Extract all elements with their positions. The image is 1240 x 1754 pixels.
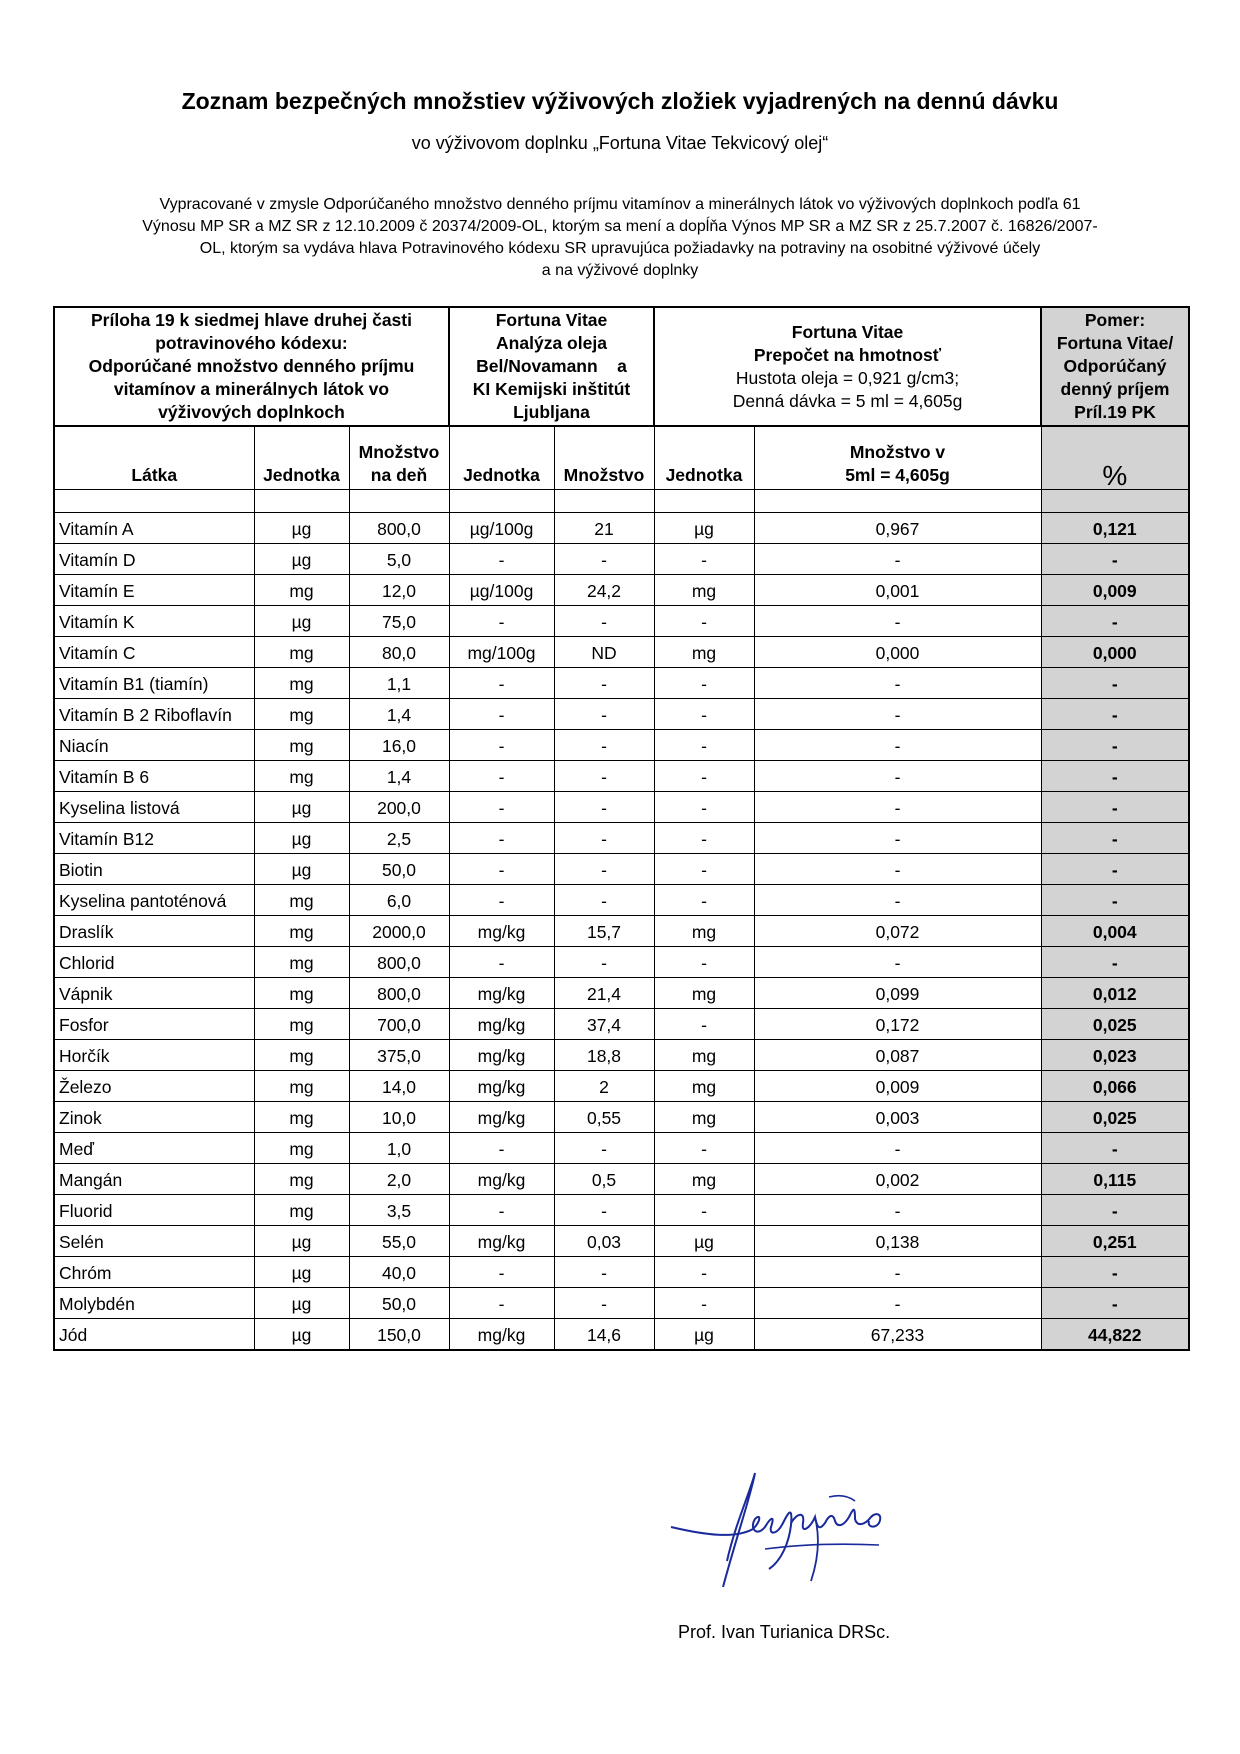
cell-percent: 0,121 (1041, 513, 1189, 544)
cell-jednotka: µg (254, 606, 349, 637)
cell-jednotka-prepocet: - (654, 1288, 754, 1319)
cell-mnozstvo-analyza: - (554, 1133, 654, 1164)
cell-jednotka-analyza: - (449, 1195, 554, 1226)
cell-latka: Molybdén (54, 1288, 254, 1319)
table-row (54, 637, 1189, 668)
cell-mnozstvo-den: 1,4 (349, 699, 449, 730)
cell-mnozstvo-analyza: - (554, 606, 654, 637)
intro-line: Vypracované v zmysle Odporúčaného množstvo denného príjmu vitamínov a minerálnych látok vo výživových doplnkoch podľa 61 (159, 196, 1081, 213)
table-row (54, 575, 1189, 606)
cell-jednotka-analyza: - (449, 1133, 554, 1164)
header-line: Množstvo v (849, 442, 946, 462)
cell-mnozstvo-5ml: - (754, 1257, 1041, 1288)
header-group-analysis (449, 307, 654, 426)
cell-jednotka-analyza: mg/100g (449, 637, 554, 668)
cell-percent: - (1041, 1257, 1189, 1288)
cell-mnozstvo-den: 2000,0 (349, 916, 449, 947)
cell-latka: Meď (54, 1133, 254, 1164)
cell-mnozstvo-analyza: 21 (554, 513, 654, 544)
table-row (54, 699, 1189, 730)
cell-mnozstvo-analyza: - (554, 1257, 654, 1288)
table-row (54, 1071, 1189, 1102)
intro-line: Výnosu MP SR a MZ SR z 12.10.2009 č 20374/2009-OL, ktorým sa mení a dopĺňa Výnos MP SR a MZ SR z 25.7.2007 č. 16826/2007- (142, 218, 1098, 235)
table-row (54, 916, 1189, 947)
cell-jednotka-prepocet: mg (654, 1071, 754, 1102)
cell-mnozstvo-den: 800,0 (349, 947, 449, 978)
cell-percent: 0,251 (1041, 1226, 1189, 1257)
cell-mnozstvo-den: 12,0 (349, 575, 449, 606)
cell-jednotka-analyza: mg/kg (449, 1009, 554, 1040)
cell-latka: Vitamín B 2 Riboflavín (54, 699, 254, 730)
cell-latka: Vitamín K (54, 606, 254, 637)
cell-latka: Jód (54, 1319, 254, 1351)
cell-mnozstvo-den: 700,0 (349, 1009, 449, 1040)
cell-percent: 0,115 (1041, 1164, 1189, 1195)
cell-jednotka-prepocet: - (654, 1257, 754, 1288)
cell-percent: 0,066 (1041, 1071, 1189, 1102)
cell-mnozstvo-5ml: 0,002 (754, 1164, 1041, 1195)
cell-mnozstvo-den: 1,0 (349, 1133, 449, 1164)
cell-percent: - (1041, 947, 1189, 978)
cell-jednotka-prepocet: µg (654, 1319, 754, 1351)
cell-mnozstvo-den: 55,0 (349, 1226, 449, 1257)
cell-percent: - (1041, 606, 1189, 637)
cell-mnozstvo-5ml: - (754, 1288, 1041, 1319)
cell-mnozstvo-den: 800,0 (349, 978, 449, 1009)
cell-jednotka-analyza: - (449, 699, 554, 730)
cell-mnozstvo-5ml: 0,001 (754, 575, 1041, 606)
cell-mnozstvo-den: 2,5 (349, 823, 449, 854)
table-row (54, 1102, 1189, 1133)
table-row (54, 1164, 1189, 1195)
column-header-jednotka: Jednotka (449, 426, 554, 490)
cell-jednotka: mg (254, 1164, 349, 1195)
cell-jednotka-prepocet: - (654, 947, 754, 978)
cell-jednotka: mg (254, 885, 349, 916)
cell-latka: Selén (54, 1226, 254, 1257)
table-row (54, 1195, 1189, 1226)
cell-jednotka-prepocet: mg (654, 575, 754, 606)
header-line: potravinového kódexu: (155, 333, 348, 353)
cell-percent: 0,023 (1041, 1040, 1189, 1071)
cell-percent: - (1041, 699, 1189, 730)
cell-mnozstvo-den: 10,0 (349, 1102, 449, 1133)
table-row (54, 1009, 1189, 1040)
cell-mnozstvo-den: 800,0 (349, 513, 449, 544)
intro-text (62, 194, 1178, 282)
cell-mnozstvo-den: 2,0 (349, 1164, 449, 1195)
cell-jednotka: µg (254, 513, 349, 544)
cell-jednotka-prepocet: - (654, 699, 754, 730)
cell-mnozstvo-5ml: 67,233 (754, 1319, 1041, 1351)
cell-mnozstvo-analyza: 24,2 (554, 575, 654, 606)
cell-jednotka-prepocet: mg (654, 1040, 754, 1071)
cell-jednotka: mg (254, 730, 349, 761)
cell-mnozstvo-den: 1,1 (349, 668, 449, 699)
column-header-jednotka: Jednotka (254, 426, 349, 490)
table-row (54, 1226, 1189, 1257)
table-row (54, 1319, 1189, 1351)
cell-percent: 44,822 (1041, 1319, 1189, 1351)
cell-mnozstvo-den: 1,4 (349, 761, 449, 792)
signer-name: Prof. Ivan Turianica DRSc. (678, 1622, 891, 1642)
cell-mnozstvo-5ml: - (754, 730, 1041, 761)
cell-mnozstvo-5ml: 0,172 (754, 1009, 1041, 1040)
signature-image (665, 1465, 905, 1595)
header-line: Príl.19 PK (1074, 402, 1156, 422)
cell-jednotka-analyza: - (449, 823, 554, 854)
header-line: výživových doplnkoch (158, 402, 345, 422)
cell-jednotka-analyza: mg/kg (449, 916, 554, 947)
cell-mnozstvo-den: 200,0 (349, 792, 449, 823)
cell-mnozstvo-analyza: - (554, 854, 654, 885)
cell-jednotka-prepocet: - (654, 823, 754, 854)
cell-jednotka-analyza: mg/kg (449, 1040, 554, 1071)
cell-mnozstvo-analyza: 18,8 (554, 1040, 654, 1071)
cell-jednotka: mg (254, 575, 349, 606)
cell-mnozstvo-5ml: - (754, 947, 1041, 978)
cell-jednotka-analyza: - (449, 761, 554, 792)
cell-mnozstvo-5ml: - (754, 1133, 1041, 1164)
cell-jednotka-analyza: - (449, 947, 554, 978)
cell-mnozstvo-5ml: 0,967 (754, 513, 1041, 544)
cell-jednotka-analyza: mg/kg (449, 1164, 554, 1195)
cell-mnozstvo-den: 80,0 (349, 637, 449, 668)
cell-latka: Fosfor (54, 1009, 254, 1040)
header-line: Ljubljana (513, 402, 590, 422)
cell-jednotka: mg (254, 1040, 349, 1071)
cell-jednotka-prepocet: - (654, 1195, 754, 1226)
cell-latka: Biotin (54, 854, 254, 885)
table-row (54, 854, 1189, 885)
cell-percent: 0,000 (1041, 637, 1189, 668)
cell-jednotka: µg (254, 854, 349, 885)
header-line: Fortuna Vitae/ (1056, 333, 1174, 353)
spacer-row (54, 490, 1189, 513)
cell-jednotka-analyza: - (449, 668, 554, 699)
cell-mnozstvo-5ml: 0,099 (754, 978, 1041, 1009)
cell-mnozstvo-analyza: - (554, 544, 654, 575)
cell-jednotka-prepocet: - (654, 1009, 754, 1040)
cell-mnozstvo-5ml: - (754, 668, 1041, 699)
header-line: 5ml = 4,605g (845, 465, 950, 485)
cell-jednotka-analyza: - (449, 606, 554, 637)
cell-mnozstvo-analyza: 15,7 (554, 916, 654, 947)
cell-jednotka-analyza: - (449, 854, 554, 885)
cell-mnozstvo-den: 75,0 (349, 606, 449, 637)
cell-jednotka: µg (254, 823, 349, 854)
cell-percent: - (1041, 1195, 1189, 1226)
cell-latka: Chróm (54, 1257, 254, 1288)
cell-jednotka-prepocet: µg (654, 1226, 754, 1257)
header-line: Fortuna Vitae (495, 310, 608, 330)
cell-percent: 0,012 (1041, 978, 1189, 1009)
nutrient-table (53, 306, 1190, 1351)
cell-jednotka-analyza: - (449, 1288, 554, 1319)
cell-jednotka: mg (254, 1071, 349, 1102)
cell-jednotka-prepocet: - (654, 885, 754, 916)
cell-jednotka-prepocet: - (654, 730, 754, 761)
cell-mnozstvo-analyza: - (554, 668, 654, 699)
cell-jednotka: mg (254, 916, 349, 947)
cell-jednotka: µg (254, 1226, 349, 1257)
cell-jednotka: µg (254, 792, 349, 823)
cell-percent: - (1041, 730, 1189, 761)
table-row (54, 730, 1189, 761)
cell-jednotka-analyza: mg/kg (449, 1102, 554, 1133)
header-line: Fortuna Vitae (791, 321, 904, 342)
table-row (54, 668, 1189, 699)
page-subtitle: vo výživovom doplnku „Fortuna Vitae Tekvicový olej“ (411, 133, 829, 153)
header-line: Hustota oleja = 0,921 g/cm3; (735, 367, 960, 388)
cell-mnozstvo-analyza: 0,5 (554, 1164, 654, 1195)
cell-latka: Vitamín B1 (tiamín) (54, 668, 254, 699)
cell-mnozstvo-analyza: - (554, 792, 654, 823)
cell-jednotka: mg (254, 1133, 349, 1164)
header-line: denný príjem (1060, 379, 1170, 399)
table-body (54, 513, 1189, 1351)
cell-mnozstvo-analyza: 0,55 (554, 1102, 654, 1133)
header-line: Odporúčané množstvo denného príjmu (88, 356, 415, 376)
cell-percent: - (1041, 544, 1189, 575)
header-line: Prepočet na hmotnosť (753, 344, 942, 365)
cell-latka: Mangán (54, 1164, 254, 1195)
cell-mnozstvo-5ml: 0,009 (754, 1071, 1041, 1102)
cell-mnozstvo-den: 50,0 (349, 1288, 449, 1319)
cell-mnozstvo-analyza: - (554, 761, 654, 792)
cell-jednotka-prepocet: mg (654, 1164, 754, 1195)
cell-percent: 0,025 (1041, 1102, 1189, 1133)
cell-jednotka: µg (254, 1257, 349, 1288)
cell-jednotka-prepocet: - (654, 544, 754, 575)
cell-jednotka: mg (254, 1102, 349, 1133)
table-row (54, 823, 1189, 854)
cell-mnozstvo-analyza: - (554, 730, 654, 761)
column-header-percent: % (1041, 426, 1189, 490)
header-line: Pomer: (1084, 310, 1146, 330)
cell-mnozstvo-den: 50,0 (349, 854, 449, 885)
cell-jednotka-prepocet: - (654, 668, 754, 699)
cell-percent: - (1041, 1133, 1189, 1164)
cell-latka: Vitamín D (54, 544, 254, 575)
cell-jednotka: mg (254, 947, 349, 978)
column-header-mnozstvo: Množstvo (554, 426, 654, 490)
cell-mnozstvo-analyza: ND (554, 637, 654, 668)
table-row (54, 513, 1189, 544)
cell-percent: 0,009 (1041, 575, 1189, 606)
header-line: Príloha 19 k siedmej hlave druhej časti (91, 310, 412, 330)
cell-latka: Vitamín B 6 (54, 761, 254, 792)
cell-mnozstvo-analyza: 0,03 (554, 1226, 654, 1257)
intro-line: OL, ktorým sa vydáva hlava Potravinového kódexu SR upravujúca požiadavky na potraviny na osobitné výživové účely (199, 240, 1041, 257)
cell-jednotka: mg (254, 761, 349, 792)
column-header-mnozstvo-5ml (754, 426, 1041, 490)
cell-percent: - (1041, 1288, 1189, 1319)
cell-latka: Zinok (54, 1102, 254, 1133)
intro-line: a na výživové doplnky (541, 262, 699, 279)
cell-mnozstvo-analyza: - (554, 885, 654, 916)
cell-mnozstvo-den: 14,0 (349, 1071, 449, 1102)
cell-mnozstvo-analyza: - (554, 699, 654, 730)
cell-percent: 0,025 (1041, 1009, 1189, 1040)
column-header-mnozstvo-den (349, 426, 449, 490)
page-title: Zoznam bezpečných množstiev výživových zložiek vyjadrených na dennú dávku (181, 88, 1059, 114)
cell-latka: Kyselina listová (54, 792, 254, 823)
column-header-jednotka: Jednotka (654, 426, 754, 490)
cell-jednotka: mg (254, 978, 349, 1009)
cell-jednotka-prepocet: mg (654, 916, 754, 947)
cell-jednotka: µg (254, 1319, 349, 1351)
table-row (54, 792, 1189, 823)
table-row (54, 761, 1189, 792)
cell-percent: 0,004 (1041, 916, 1189, 947)
cell-mnozstvo-analyza: - (554, 1195, 654, 1226)
cell-jednotka-prepocet: mg (654, 637, 754, 668)
cell-jednotka-prepocet: - (654, 606, 754, 637)
cell-mnozstvo-den: 3,5 (349, 1195, 449, 1226)
cell-mnozstvo-5ml: - (754, 792, 1041, 823)
cell-mnozstvo-den: 150,0 (349, 1319, 449, 1351)
header-line: vitamínov a minerálnych látok vo (113, 379, 390, 399)
cell-latka: Vitamín E (54, 575, 254, 606)
cell-percent: - (1041, 668, 1189, 699)
cell-mnozstvo-5ml: - (754, 823, 1041, 854)
cell-jednotka-analyza: - (449, 885, 554, 916)
cell-mnozstvo-analyza: 14,6 (554, 1319, 654, 1351)
cell-jednotka-prepocet: mg (654, 978, 754, 1009)
cell-jednotka-prepocet: - (654, 761, 754, 792)
cell-mnozstvo-analyza: - (554, 1288, 654, 1319)
cell-jednotka-analyza: - (449, 730, 554, 761)
cell-latka: Vápnik (54, 978, 254, 1009)
cell-mnozstvo-5ml: 0,000 (754, 637, 1041, 668)
header-line: Odporúčaný (1063, 356, 1167, 376)
cell-jednotka: mg (254, 1009, 349, 1040)
cell-mnozstvo-analyza: - (554, 947, 654, 978)
header-group-recommended (54, 307, 449, 426)
table-row (54, 1288, 1189, 1319)
table-row (54, 1040, 1189, 1071)
cell-mnozstvo-5ml: 0,087 (754, 1040, 1041, 1071)
cell-mnozstvo-den: 6,0 (349, 885, 449, 916)
cell-jednotka-analyza: - (449, 1257, 554, 1288)
header-line: na deň (370, 465, 428, 485)
cell-mnozstvo-5ml: - (754, 699, 1041, 730)
cell-jednotka-prepocet: - (654, 792, 754, 823)
header-line: Analýza oleja (496, 333, 607, 353)
column-header-latka: Látka (54, 426, 254, 490)
cell-mnozstvo-analyza: 2 (554, 1071, 654, 1102)
header-line: Bel/Novamann a (476, 356, 627, 376)
cell-percent: - (1041, 885, 1189, 916)
table-row (54, 885, 1189, 916)
cell-latka: Vitamín C (54, 637, 254, 668)
cell-mnozstvo-5ml: 0,003 (754, 1102, 1041, 1133)
cell-mnozstvo-5ml: 0,138 (754, 1226, 1041, 1257)
cell-percent: - (1041, 823, 1189, 854)
cell-jednotka-analyza: mg/kg (449, 1071, 554, 1102)
table-row (54, 978, 1189, 1009)
cell-mnozstvo-5ml: - (754, 885, 1041, 916)
header-group-conversion (654, 307, 1041, 426)
cell-jednotka-prepocet: - (654, 854, 754, 885)
cell-latka: Kyselina pantoténová (54, 885, 254, 916)
cell-jednotka: mg (254, 1195, 349, 1226)
cell-jednotka-analyza: mg/kg (449, 978, 554, 1009)
header-row-groups (54, 307, 1189, 426)
cell-jednotka-prepocet: - (654, 1133, 754, 1164)
cell-jednotka: mg (254, 699, 349, 730)
cell-jednotka: mg (254, 637, 349, 668)
cell-jednotka: µg (254, 544, 349, 575)
cell-jednotka-prepocet: µg (654, 513, 754, 544)
cell-jednotka-analyza: µg/100g (449, 575, 554, 606)
cell-percent: - (1041, 792, 1189, 823)
cell-latka: Vitamín A (54, 513, 254, 544)
cell-latka: Chlorid (54, 947, 254, 978)
cell-jednotka: µg (254, 1288, 349, 1319)
header-line: Množstvo (358, 442, 440, 462)
cell-latka: Fluorid (54, 1195, 254, 1226)
cell-mnozstvo-5ml: - (754, 1195, 1041, 1226)
cell-mnozstvo-analyza: 21,4 (554, 978, 654, 1009)
cell-percent: - (1041, 761, 1189, 792)
table-row (54, 606, 1189, 637)
table-row (54, 544, 1189, 575)
cell-latka: Draslík (54, 916, 254, 947)
table-row (54, 1257, 1189, 1288)
cell-percent: - (1041, 854, 1189, 885)
header-row-columns (54, 426, 1189, 490)
cell-jednotka-analyza: mg/kg (449, 1226, 554, 1257)
cell-mnozstvo-analyza: - (554, 823, 654, 854)
cell-mnozstvo-5ml: 0,072 (754, 916, 1041, 947)
header-group-ratio (1041, 307, 1189, 426)
cell-mnozstvo-den: 40,0 (349, 1257, 449, 1288)
cell-jednotka-analyza: µg/100g (449, 513, 554, 544)
cell-jednotka-analyza: - (449, 792, 554, 823)
cell-jednotka-analyza: mg/kg (449, 1319, 554, 1351)
cell-jednotka: mg (254, 668, 349, 699)
cell-mnozstvo-5ml: - (754, 606, 1041, 637)
cell-latka: Niacín (54, 730, 254, 761)
cell-latka: Vitamín B12 (54, 823, 254, 854)
cell-mnozstvo-den: 16,0 (349, 730, 449, 761)
header-line: KI Kemijski inštitút (472, 379, 631, 399)
cell-jednotka-analyza: - (449, 544, 554, 575)
header-line: Denná dávka = 5 ml = 4,605g (732, 390, 963, 411)
cell-mnozstvo-analyza: 37,4 (554, 1009, 654, 1040)
cell-mnozstvo-5ml: - (754, 761, 1041, 792)
cell-mnozstvo-5ml: - (754, 544, 1041, 575)
cell-latka: Horčík (54, 1040, 254, 1071)
cell-jednotka-prepocet: mg (654, 1102, 754, 1133)
cell-mnozstvo-den: 5,0 (349, 544, 449, 575)
cell-mnozstvo-den: 375,0 (349, 1040, 449, 1071)
cell-mnozstvo-5ml: - (754, 854, 1041, 885)
cell-latka: Železo (54, 1071, 254, 1102)
table-row (54, 947, 1189, 978)
table-row (54, 1133, 1189, 1164)
